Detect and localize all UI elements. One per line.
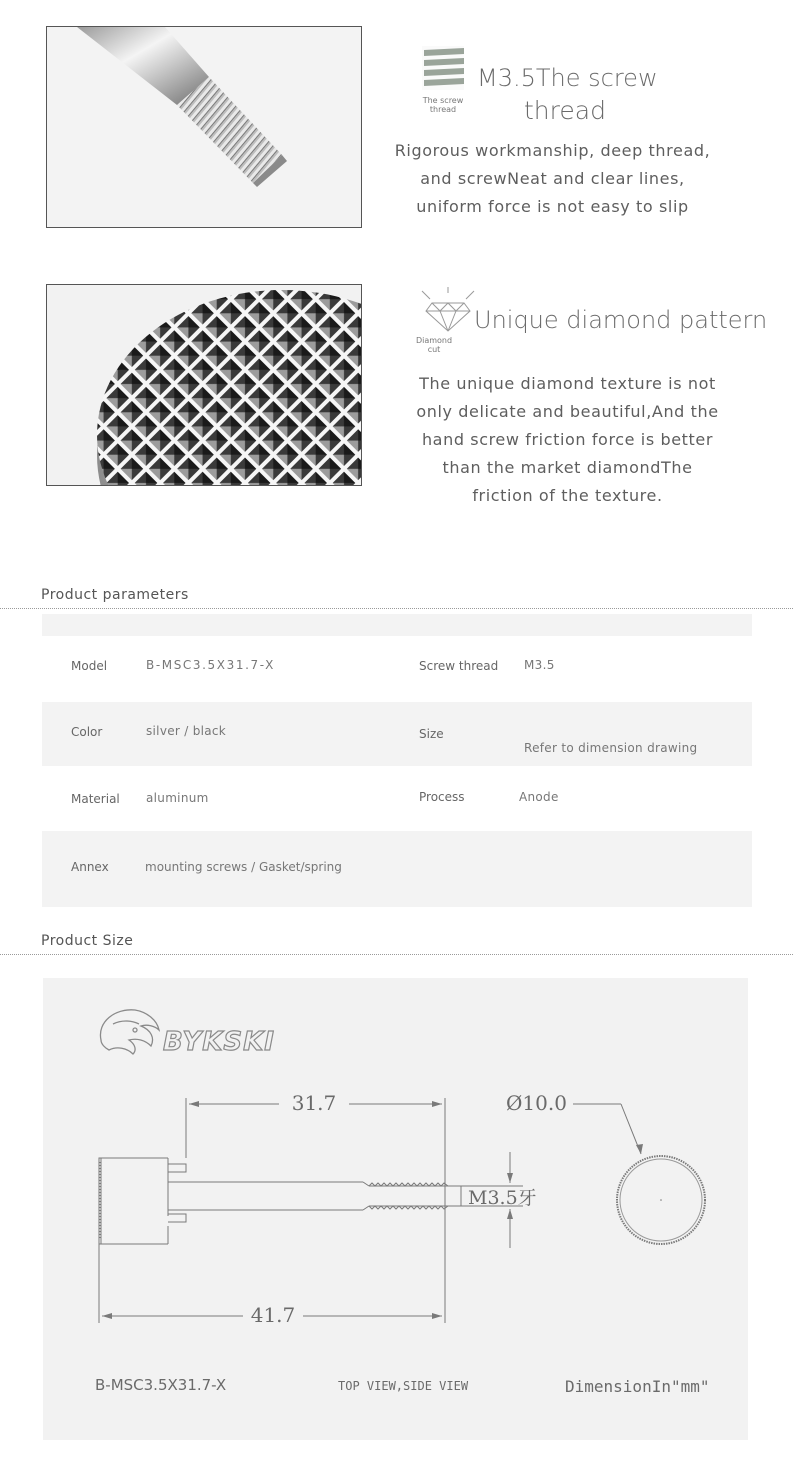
feature1-title-line2: thread: [524, 96, 606, 125]
param-label: Model: [71, 659, 108, 673]
feature1-text-line: Rigorous workmanship, deep thread,: [394, 141, 711, 160]
feature1-text-line: uniform force is not easy to slip: [416, 197, 689, 216]
feature2-text-line: only delicate and beautiful,And the: [416, 402, 719, 421]
section-divider: [0, 608, 793, 609]
feature2-text-line: than the market diamondThe: [442, 458, 693, 477]
dim-thread-label: M3.5牙: [468, 1187, 537, 1209]
param-value: aluminum: [146, 791, 209, 805]
product-size-heading: Product Size: [41, 933, 134, 949]
product-parameters-heading: Product parameters: [41, 587, 189, 603]
params-row-model: [42, 636, 752, 700]
param-value: Anode: [519, 790, 559, 804]
param-value: silver / black: [146, 724, 227, 738]
params-row-material: [42, 766, 752, 830]
param-label: Screw thread: [419, 659, 499, 673]
feature2-text-line: friction of the texture.: [472, 486, 663, 505]
diamond-pattern-photo: [46, 284, 362, 486]
param-label: Size: [419, 727, 444, 741]
feature1-description: [380, 137, 725, 221]
param-value: mounting screws / Gasket/spring: [145, 860, 342, 874]
thread-photo: [46, 26, 362, 228]
feature1-title-line1: M3.5The screw: [477, 64, 658, 92]
param-label: Color: [71, 725, 103, 739]
unit-label: DimensionIn"mm": [565, 1377, 710, 1396]
params-row-annex: [42, 831, 752, 907]
feature2-text-line: hand screw friction force is better: [421, 430, 714, 449]
screw-thread-icon-caption: The screw thread: [422, 96, 464, 114]
view-label: TOP VIEW,SIDE VIEW: [338, 1379, 469, 1393]
dim-total-label: 41.7: [250, 1303, 296, 1327]
knurl-closeup-image: [47, 285, 361, 485]
feature2-title: Unique diamond pattern: [474, 306, 768, 334]
dimension-drawing-svg: [43, 978, 748, 1440]
dim-diameter-label: Ø10.0: [506, 1091, 567, 1115]
param-label: Material: [71, 792, 120, 806]
bykski-logo: [100, 1010, 274, 1057]
param-label: Process: [419, 790, 465, 804]
diamond-icon-caption: Diamond cut: [415, 336, 453, 354]
param-value: Refer to dimension drawing: [524, 741, 698, 755]
param-value: B-MSC3.5X31.7-X: [146, 658, 275, 672]
dimension-drawing: [43, 978, 748, 1440]
params-header-bar: [42, 614, 752, 636]
brand-text: BYKSKI: [163, 1027, 275, 1057]
screw-thread-icon: [420, 44, 468, 94]
feature2-text-line: The unique diamond texture is not: [419, 374, 716, 393]
param-value: M3.5: [524, 658, 555, 672]
section-divider: [0, 954, 793, 955]
feature1-text-line: and screwNeat and clear lines,: [420, 169, 685, 188]
thread-closeup-image: [47, 27, 361, 227]
feature2-description: [390, 370, 745, 510]
dim-length-label: 31.7: [291, 1091, 337, 1115]
params-row-color: [42, 702, 752, 766]
diamond-icon: [418, 287, 478, 335]
param-label: Annex: [71, 860, 109, 874]
model-code: B-MSC3.5X31.7-X: [95, 1376, 227, 1394]
